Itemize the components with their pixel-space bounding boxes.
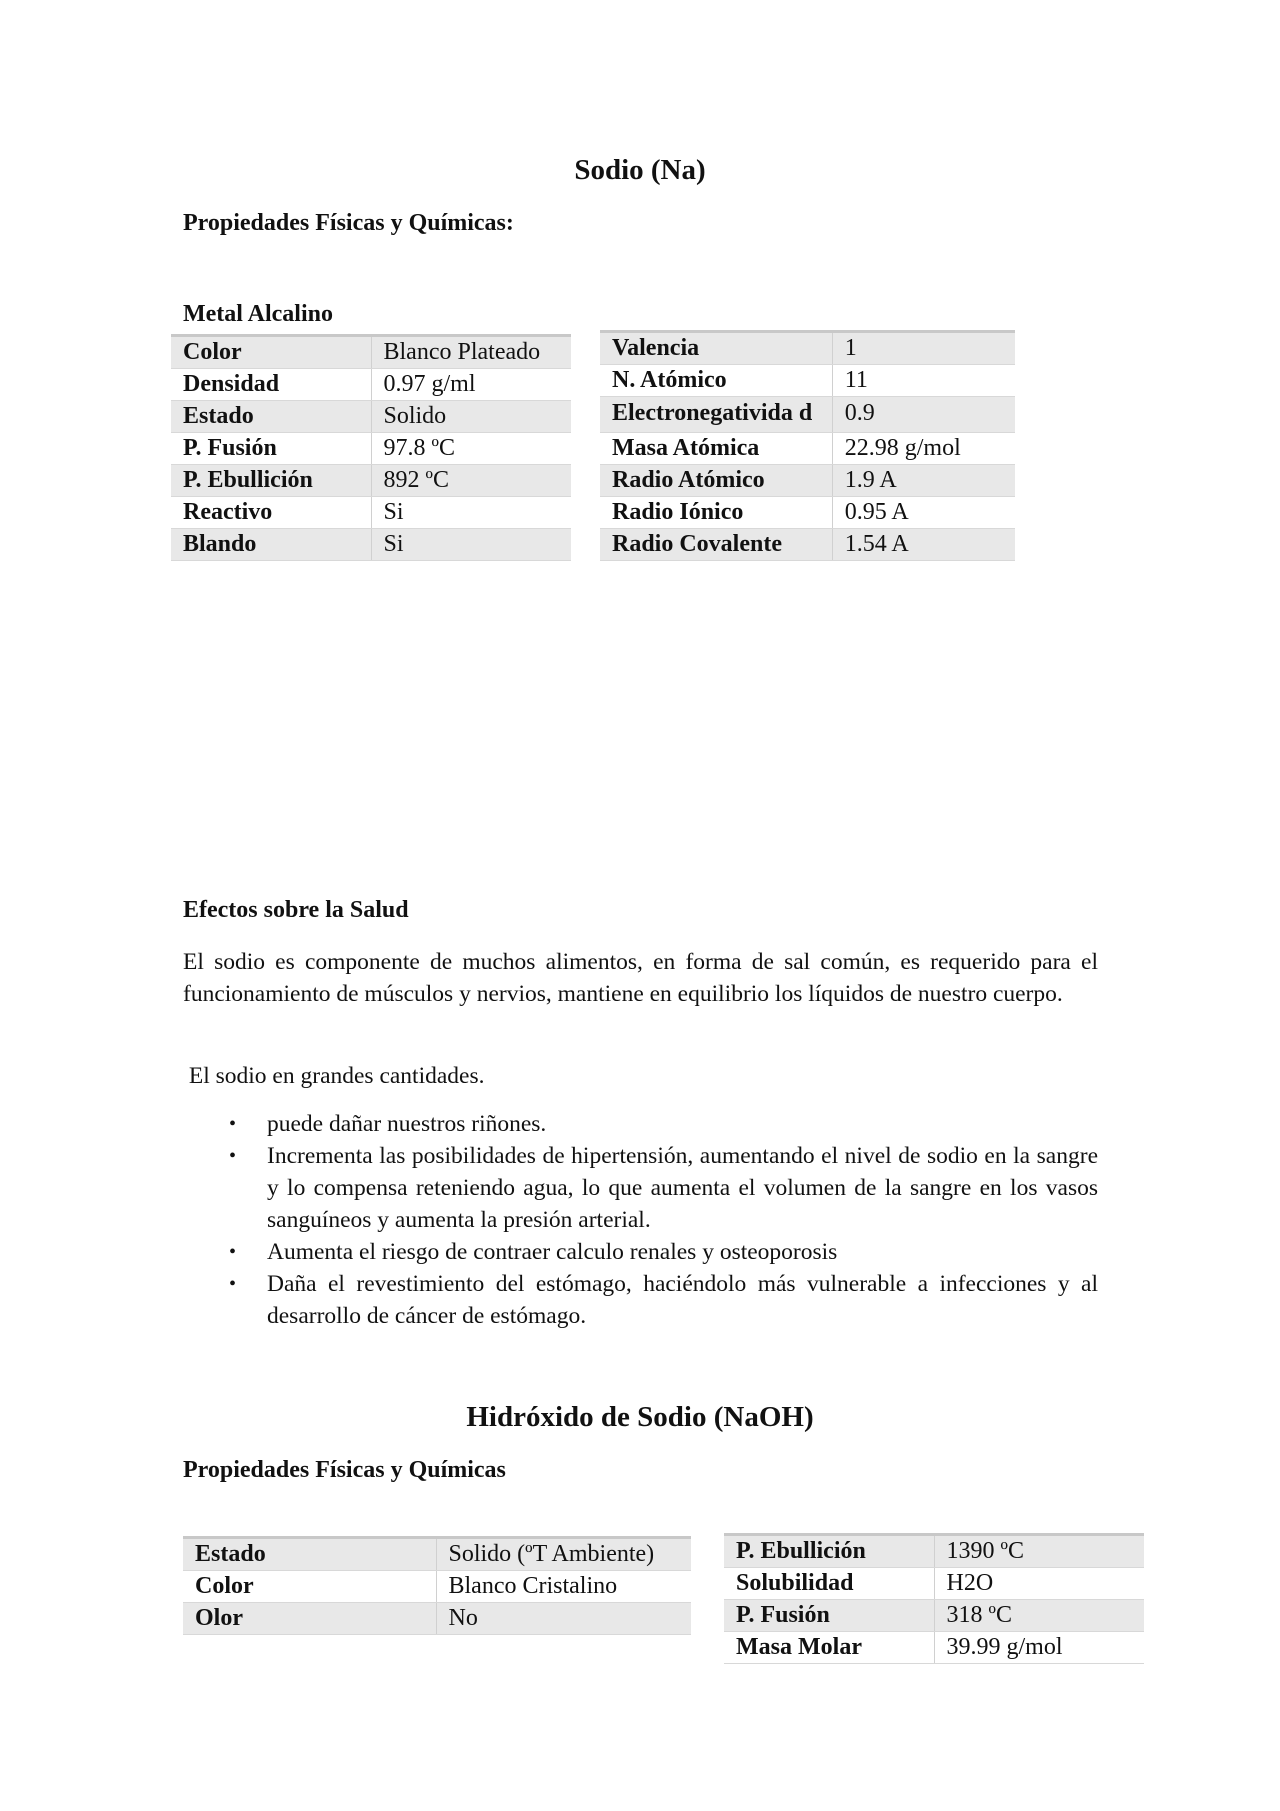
- hidroxido-subtitle: Propiedades Físicas y Químicas: [183, 1457, 506, 1483]
- property-name: Radio Atómico: [600, 465, 832, 497]
- property-name: P. Fusión: [724, 1600, 934, 1632]
- sodio-subtitle: Propiedades Físicas y Químicas:: [183, 210, 514, 236]
- table-row: [183, 1538, 691, 1571]
- bullet-text: puede dañar nuestros riñones.: [267, 1111, 547, 1137]
- property-value: No: [436, 1603, 691, 1635]
- property-name: Radio Iónico: [600, 497, 832, 529]
- table-row: [600, 529, 1015, 561]
- table-row: [600, 332, 1015, 365]
- property-name: Color: [171, 336, 371, 369]
- hidroxido-properties-table-left: [183, 1536, 691, 1635]
- property-name: Estado: [171, 401, 371, 433]
- hidroxido-properties-table-right: [724, 1533, 1144, 1664]
- property-name: Color: [183, 1571, 436, 1603]
- salud-intro: El sodio en grandes cantidades.: [183, 1063, 485, 1089]
- bullet-icon: •: [229, 1273, 237, 1295]
- property-name: P. Fusión: [171, 433, 371, 465]
- property-name: Radio Covalente: [600, 529, 832, 561]
- property-value: 39.99 g/mol: [934, 1632, 1144, 1664]
- sodio-title: Sodio (Na): [574, 154, 706, 186]
- property-name: Electronegativida d: [600, 397, 832, 433]
- property-value: 1.9 A: [832, 465, 1015, 497]
- table-row: [183, 1603, 691, 1635]
- property-value: Si: [371, 529, 571, 561]
- table-row: [724, 1600, 1144, 1632]
- table-row: [171, 401, 571, 433]
- bullet-text: Aumenta el riesgo de contraer calculo renales y osteoporosis: [267, 1239, 838, 1265]
- bullet-text: Incrementa las posibilidades de hipertensión, aumentando el nivel de sodio en la sangre y lo compensa reteniendo agua, lo que aumenta el volumen de la sangre en los vasos sanguíneos y aumenta la presión arterial.: [267, 1143, 1098, 1233]
- property-name: Densidad: [171, 369, 371, 401]
- property-value: 1.54 A: [832, 529, 1015, 561]
- table-row: [724, 1535, 1144, 1568]
- table-row: [171, 336, 571, 369]
- property-name: Masa Atómica: [600, 433, 832, 465]
- table-row: [600, 433, 1015, 465]
- table-row: [600, 497, 1015, 529]
- property-value: Solido (ºT Ambiente): [436, 1538, 691, 1571]
- salud-heading: Efectos sobre la Salud: [183, 897, 409, 923]
- property-value: H2O: [934, 1568, 1144, 1600]
- table-row: [724, 1632, 1144, 1664]
- bullet-icon: •: [229, 1145, 237, 1167]
- property-value: 318 ºC: [934, 1600, 1144, 1632]
- metal-alcalino-label: Metal Alcalino: [183, 301, 333, 327]
- property-value: 0.97 g/ml: [371, 369, 571, 401]
- property-name: Estado: [183, 1538, 436, 1571]
- property-value: Solido: [371, 401, 571, 433]
- property-name: Blando: [171, 529, 371, 561]
- table-row: [600, 397, 1015, 433]
- property-name: Olor: [183, 1603, 436, 1635]
- table-row: [171, 465, 571, 497]
- bullet-icon: •: [229, 1113, 237, 1135]
- property-value: 97.8 ºC: [371, 433, 571, 465]
- table-row: [724, 1568, 1144, 1600]
- property-name: P. Ebullición: [171, 465, 371, 497]
- bullet-icon: •: [229, 1241, 237, 1263]
- list-item: [183, 1268, 1098, 1332]
- property-value: Si: [371, 497, 571, 529]
- table-row: [171, 369, 571, 401]
- salud-bullet-list: [183, 1108, 1098, 1332]
- list-item: [183, 1236, 1098, 1268]
- property-name: Masa Molar: [724, 1632, 934, 1664]
- property-value: 0.95 A: [832, 497, 1015, 529]
- table-row: [600, 465, 1015, 497]
- property-value: 1: [832, 332, 1015, 365]
- property-value: 892 ºC: [371, 465, 571, 497]
- list-item: [183, 1140, 1098, 1236]
- property-value: 1390 ºC: [934, 1535, 1144, 1568]
- hidroxido-title: Hidróxido de Sodio (NaOH): [466, 1401, 814, 1433]
- property-value: Blanco Cristalino: [436, 1571, 691, 1603]
- table-row: [171, 529, 571, 561]
- table-row: [171, 433, 571, 465]
- salud-paragraph: El sodio es componente de muchos alimentos, en forma de sal común, es requerido para el funcionamiento de músculos y nervios, mantiene en equilibrio los líquidos de nuestro cuerpo.: [183, 949, 1098, 1007]
- property-name: N. Atómico: [600, 365, 832, 397]
- property-value: Blanco Plateado: [371, 336, 571, 369]
- property-name: P. Ebullición: [724, 1535, 934, 1568]
- sodio-properties-table-left: [171, 334, 571, 561]
- property-name: Solubilidad: [724, 1568, 934, 1600]
- table-row: [171, 497, 571, 529]
- sodio-properties-table-right: [600, 330, 1015, 561]
- property-name: Valencia: [600, 332, 832, 365]
- property-name: Reactivo: [171, 497, 371, 529]
- table-row: [183, 1571, 691, 1603]
- property-value: 11: [832, 365, 1015, 397]
- list-item: [183, 1108, 1098, 1140]
- table-row: [600, 365, 1015, 397]
- property-value: 0.9: [832, 397, 1015, 433]
- bullet-text: Daña el revestimiento del estómago, haciéndolo más vulnerable a infecciones y al desarrollo de cáncer de estómago.: [267, 1271, 1098, 1329]
- property-value: 22.98 g/mol: [832, 433, 1015, 465]
